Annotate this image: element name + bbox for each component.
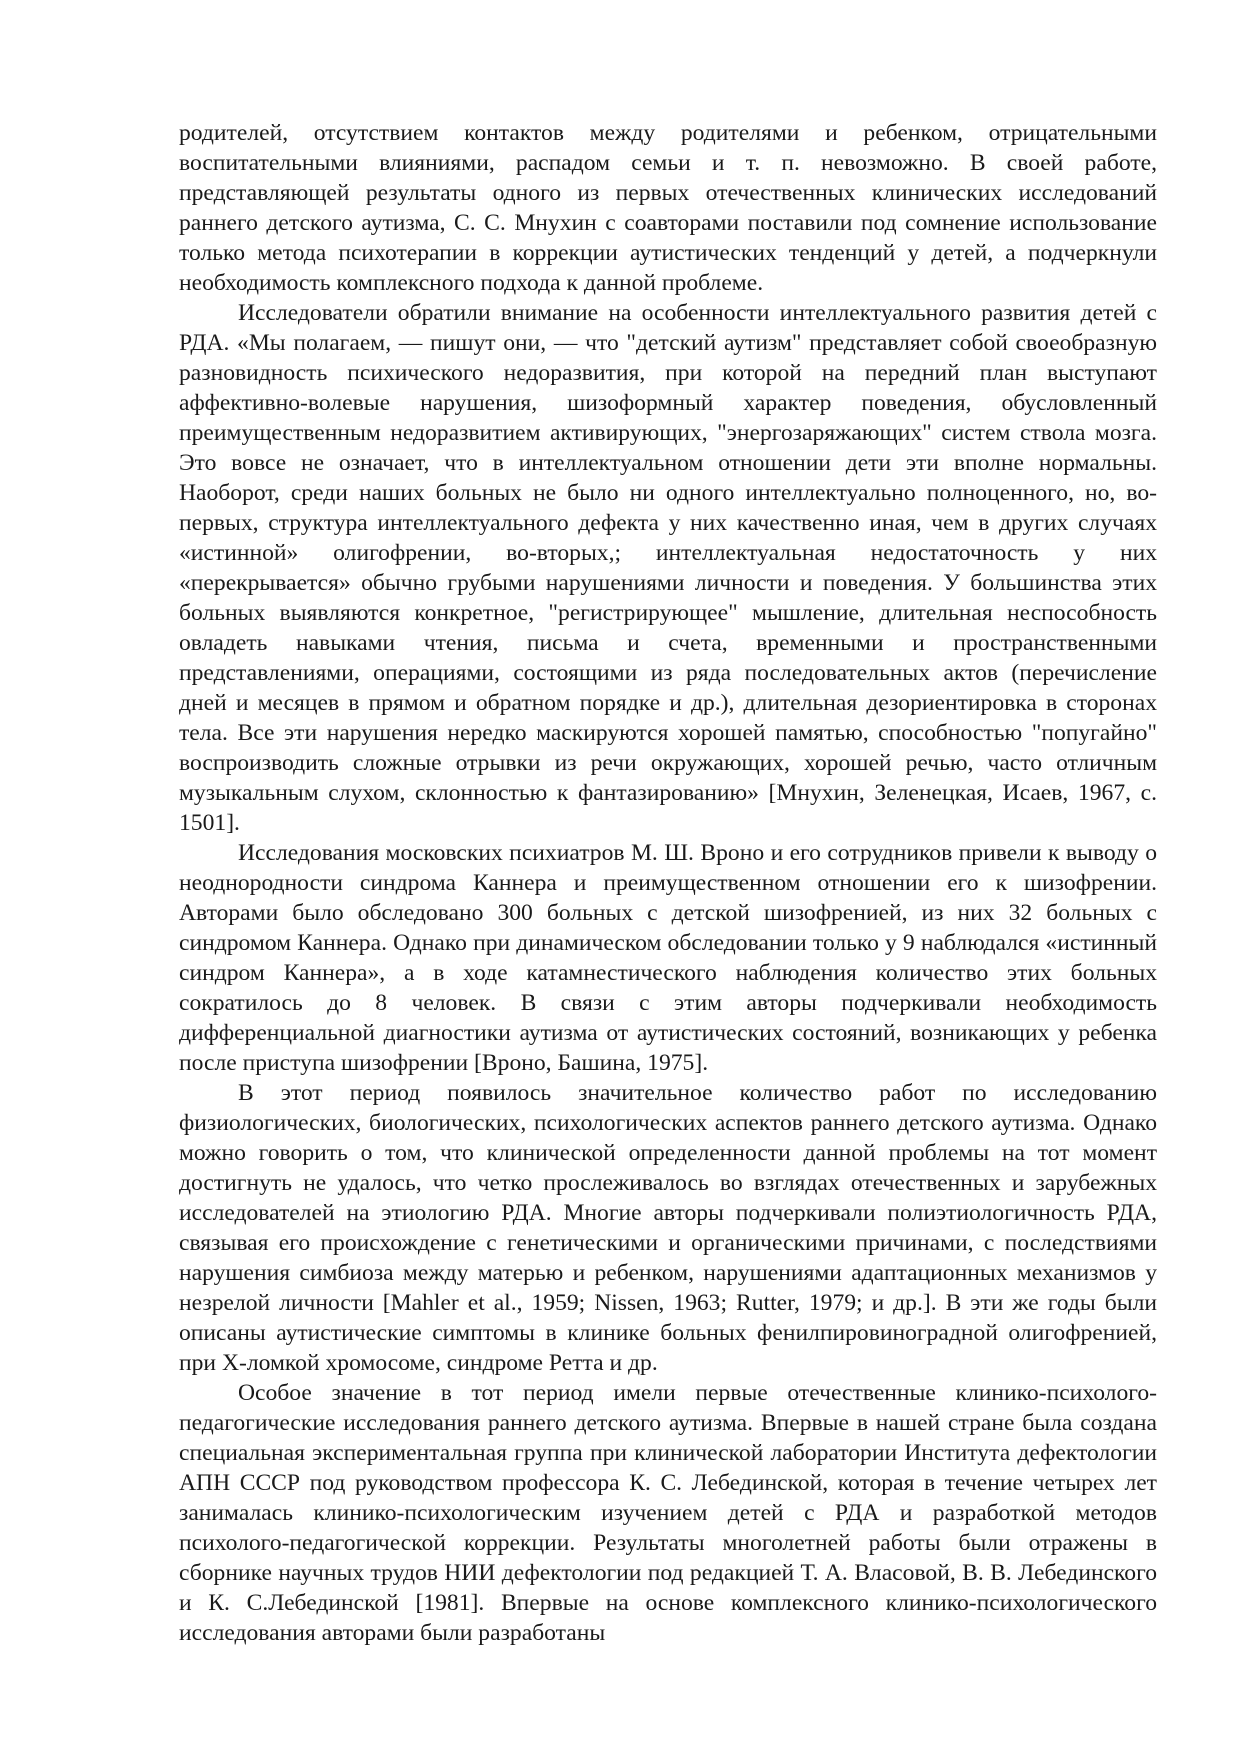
paragraph-2: Исследователи обратили внимание на особенности интеллектуального развития детей с РДА. «Мы полагаем, — пишут они, — что "детский аутизм" представляет собой своеобразную разновидность психического недоразвития, при которой на передний план выступают аффективно-волевые нарушения, шизоформный характер поведения, обусловленный преимущественным недоразвитием активирующих, "энергозаряжающих" систем ствола мозга. Это вовсе не означает, что в интеллектуальном отношении дети эти вполне нормальны. Наоборот, среди наших больных не было ни одного интеллектуально полноценного, но, во-первых, структура интеллектуального дефекта у них качественно иная, чем в других случаях «истинной» олигофрении, во-вторых,; интеллектуальная недостаточность у них «перекрывается» обычно грубыми нарушениями личности и поведения. У большинства этих больных выявляются конкретное, "регистрирующее" мышление, длительная неспособность овладеть навыками чтения, письма и счета, временными и пространственными представлениями, операциями, состоящими из ряда последовательных актов (перечисление дней и месяцев в прямом и обратном порядке и др.), длительная дезориентировка в сторонах тела. Все эти нарушения нередко маскируются хорошей памятью, способностью "попугайно" воспроизводить сложные отрывки из речи окружающих, хорошей речью, часто отличным музыкальным слухом, склонностью к фантазированию» [Мнухин, Зеленецкая, Исаев, 1967, с. 1501].: [179, 300, 1157, 836]
paragraph-5: Особое значение в тот период имели первые отечественные клинико-психолого-педагогические исследования раннего детского аутизма. Впервые в нашей стране была создана специальная экспериментальная группа при клинической лаборатории Института дефектологии АПН СССР под руководством профессора К. С. Лебединской, которая в течение четырех лет занималась клинико-психологическим изучением детей с РДА и разработкой методов психолого-педагогической коррекции. Результаты многолетней работы были отражены в сборнике научных трудов НИИ дефектологии под редакцией Т. А. Власовой, В. В. Лебединского и К. С.Лебединской [1981]. Впервые на основе комплексного клинико-психологического исследования авторами были разработаны: [179, 1380, 1157, 1646]
paragraph-1: родителей, отсутствием контактов между родителями и ребенком, отрицательными воспитательными влияниями, распадом семьи и т. п. невозможно. В своей работе, представляющей результаты одного из первых отечественных клинических исследований раннего детского аутизма, С. С. Мнухин с соавторами поставили под сомнение использование только метода психотерапии в коррекции аутистических тенденций у детей, а подчеркнули необходимость комплексного подхода к данной проблеме.: [179, 120, 1157, 296]
paragraph-4: В этот период появилось значительное количество работ по исследованию физиологических, биологических, психологических аспектов раннего детского аутизма. Однако можно говорить о том, что клинической определенности данной проблемы на тот момент достигнуть не удалось, что четко прослеживалось во взглядах отечественных и зарубежных исследователей на этиологию РДА. Многие авторы подчеркивали полиэтиологичность РДА, связывая его происхождение с генетическими и органическими причинами, с последствиями нарушения симбиоза между матерью и ребенком, нарушениями адаптационных механизмов у незрелой личности [Mahler et al., 1959; Nissen, 1963; Rutter, 1979; и др.]. В эти же годы были описаны аутистические симптомы в клинике больных фенилпировиноградной олигофренией, при Х-ломкой хромосоме, синдроме Ретта и др.: [179, 1080, 1157, 1376]
document-page: [179, 118, 1157, 1648]
paragraph-3: Исследования московских психиатров М. Ш. Вроно и его сотрудников привели к выводу о неоднородности синдрома Каннера и преимущественном отношении его к шизофрении. Авторами было обследовано 300 больных с детской шизофренией, из них 32 больных с синдромом Каннера. Однако при динамическом обследовании только у 9 наблюдался «истинный синдром Каннера», а в ходе катамнестического наблюдения количество этих больных сократилось до 8 человек. В связи с этим авторы подчеркивали необходимость дифференциальной диагностики аутизма от аутистических состояний, возникающих у ребенка после приступа шизофрении [Вроно, Башина, 1975].: [179, 840, 1157, 1076]
